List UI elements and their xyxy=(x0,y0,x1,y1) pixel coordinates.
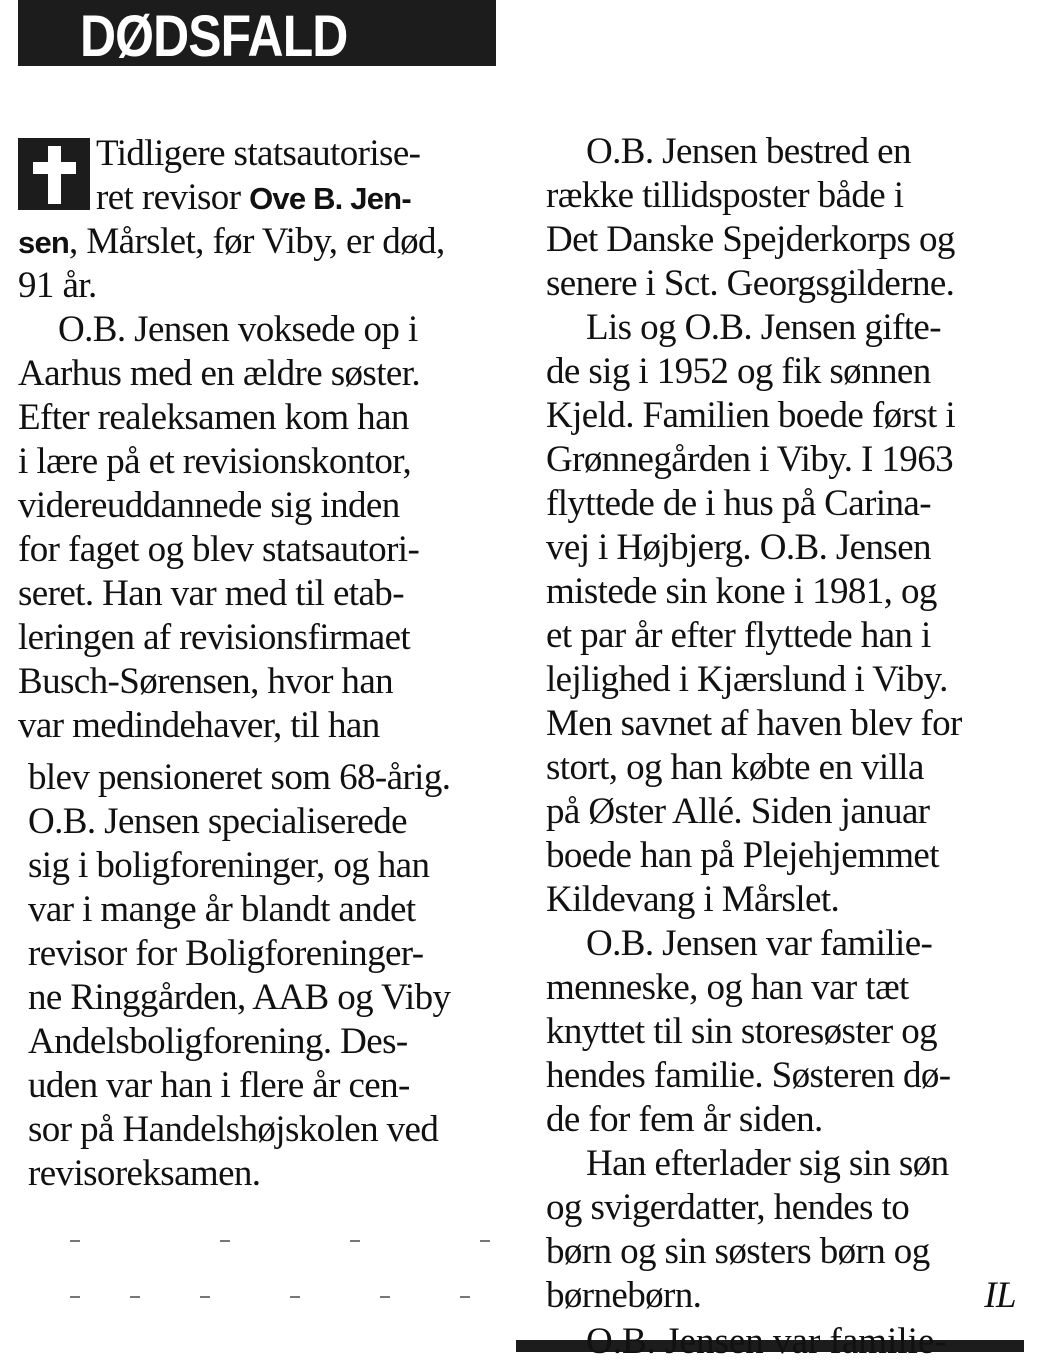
text-line: seret. Han var med til etab- xyxy=(18,573,404,614)
section-title: DØDSFALD xyxy=(80,4,348,69)
text-line: Det Danske Spejderkorps og xyxy=(546,219,955,260)
scan-artifact-dashes xyxy=(40,1296,490,1300)
text-line: Andelsboligforening. Des- xyxy=(28,1021,408,1062)
text-line: og svigerdatter, hendes to xyxy=(546,1187,910,1228)
obituary-left-column xyxy=(18,132,508,1196)
text-line: boede han på Plejehjemmet xyxy=(546,835,939,876)
text-line: hendes familie. Søsteren dø- xyxy=(546,1055,951,1096)
text-fragment: ret revisor xyxy=(96,177,250,218)
text-line: videreuddannede sig inden xyxy=(18,485,400,526)
text-line xyxy=(18,176,508,220)
text-line: O.B. Jensen voksede op i xyxy=(58,309,418,350)
text-line: mistede sin kone i 1981, og xyxy=(546,571,937,612)
text-line: Han efterlader sig sin søn xyxy=(586,1143,949,1184)
author-signature: IL xyxy=(984,1275,1016,1316)
text-line: Aarhus med en ældre søster. xyxy=(18,353,421,394)
text-line: Efter realeksamen kom han xyxy=(18,397,409,438)
text-line: uden var han i flere år cen- xyxy=(28,1065,410,1106)
text-line: vej i Højbjerg. O.B. Jensen xyxy=(546,527,931,568)
section-header-bar xyxy=(18,0,496,69)
text-line: Kjeld. Familien boede først i xyxy=(546,395,956,436)
text-line: sig i boligforeninger, og han xyxy=(28,845,430,886)
text-line: de sig i 1952 og fik sønnen xyxy=(546,351,931,392)
column-gap xyxy=(18,748,508,756)
deceased-name: Ove B. Jen- xyxy=(249,181,411,216)
text-line: var medindehaver, til han xyxy=(18,705,380,746)
text-line: O.B. Jensen var familie- xyxy=(586,923,933,964)
text-line: børn og sin søsters børn og xyxy=(546,1231,930,1272)
next-article-cut-text xyxy=(586,1321,947,1362)
text-line: O.B. Jensen bestred en xyxy=(586,131,911,172)
text-fragment: børnebørn. xyxy=(546,1275,702,1316)
text-line: blev pensioneret som 68-årig. xyxy=(28,757,451,798)
text-line: Tidligere statsautorise- xyxy=(96,133,421,174)
text-line: sor på Handelshøjskolen ved xyxy=(28,1109,439,1150)
text-line: O.B. Jensen specialiserede xyxy=(28,801,407,842)
text-line: et par år efter flyttede han i xyxy=(546,615,931,656)
text-line: Grønnegården i Viby. I 1963 xyxy=(546,439,953,480)
text-fragment: , Mårslet, før Viby, er død, xyxy=(69,221,445,262)
next-article-line: O.B. Jensen var familie- xyxy=(586,1321,947,1362)
text-line: var i mange år blandt andet xyxy=(28,889,416,930)
text-line xyxy=(546,1274,1016,1318)
text-line: Men savnet af haven blev for xyxy=(546,703,962,744)
text-line: i lære på et revisionskontor, xyxy=(18,441,412,482)
text-line: Lis og O.B. Jensen gifte- xyxy=(586,307,941,348)
text-line: 91 år. xyxy=(18,265,97,306)
text-line: for faget og blev statsautori- xyxy=(18,529,420,570)
text-line: revisor for Boligforeninger- xyxy=(28,933,424,974)
scan-artifact-dashes xyxy=(40,1240,490,1244)
obituary-right-column xyxy=(546,130,1016,1318)
text-line: lejlighed i Kjærslund i Viby. xyxy=(546,659,948,700)
text-line: Kildevang i Mårslet. xyxy=(546,879,840,920)
text-line: række tillidsposter både i xyxy=(546,175,904,216)
text-line: revisoreksamen. xyxy=(28,1153,261,1194)
text-line: de for fem år siden. xyxy=(546,1099,823,1140)
text-line: flyttede de i hus på Carina- xyxy=(546,483,931,524)
text-line: Busch-Sørensen, hvor han xyxy=(18,661,394,702)
deceased-name-end: sen xyxy=(18,225,70,260)
text-line: stort, og han købte en villa xyxy=(546,747,924,788)
text-line: menneske, og han var tæt xyxy=(546,967,909,1008)
text-line xyxy=(18,220,508,264)
text-line: senere i Sct. Georgsgilderne. xyxy=(546,263,955,304)
text-line: ne Ringgården, AAB og Viby xyxy=(28,977,451,1018)
text-line: knyttet til sin storesøster og xyxy=(546,1011,938,1052)
text-line: på Øster Allé. Siden januar xyxy=(546,791,930,832)
text-line: leringen af revisionsfirmaet xyxy=(18,617,411,658)
